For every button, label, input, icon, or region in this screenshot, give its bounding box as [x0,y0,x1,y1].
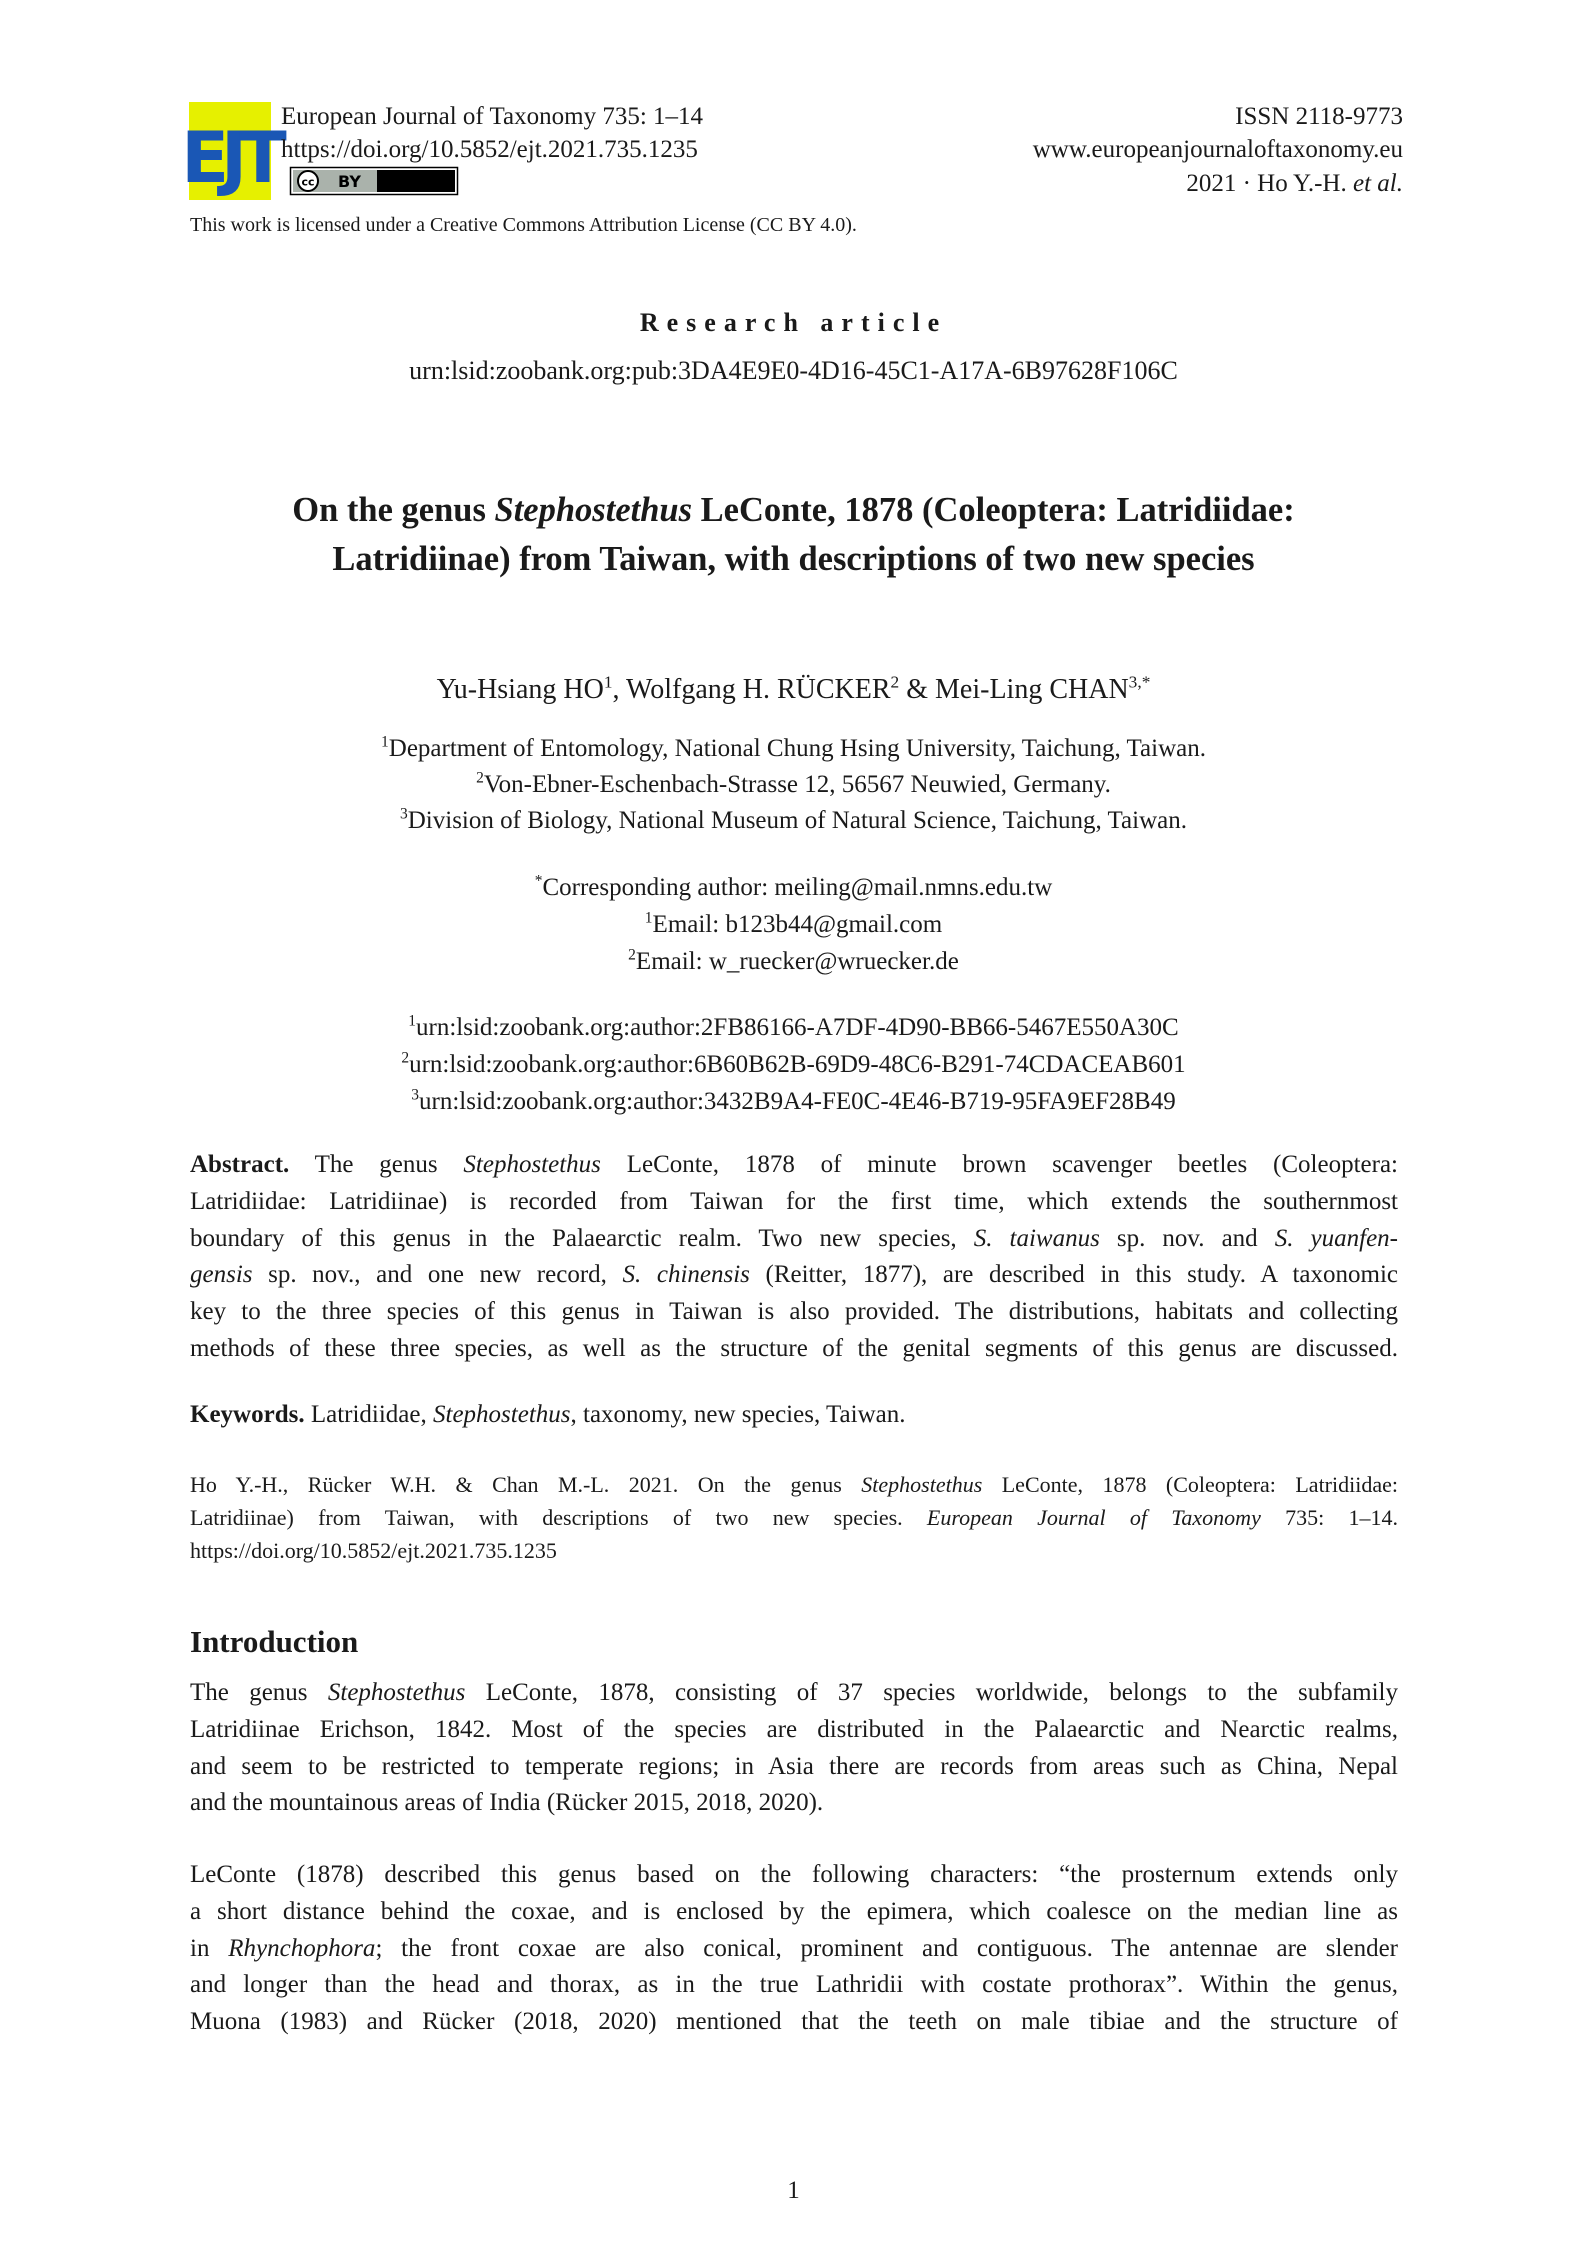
article-title: On the genus Stephostethus LeConte, 1878 (Coleoptera: Latridiidae: Latridiinae) from Taiwan, with descriptions of two new species [292,491,1295,578]
et-al: et al. [1353,170,1403,197]
email: $^2$Email: w_ruecker@wruecker.de [628,946,959,975]
author-urn: $^1$urn:lsid:zoobank.org:author:2FB86166-A7DF-4D90-BB66-5467E550A30C [408,1012,1179,1041]
keywords: Keywords. Latridiidae, Stephostethus, taxonomy, new species, Taiwan. [190,1401,906,1428]
logo-text: EJT [181,117,279,199]
affiliation-list [0,731,1587,839]
ejt-logo [181,102,279,200]
keywords-label: Keywords. [190,1401,305,1428]
affiliation: $^1$Department of Entomology, National Chung Hsing University, Taichung, Taiwan. [381,733,1206,762]
author-urn: $^2$urn:lsid:zoobank.org:author:6B60B62B-69D9-48C6-B291-74CDACEAB601 [401,1049,1186,1078]
author-2: Wolfgang H. RÜCKER [626,674,891,705]
page-number: 1 [787,2177,800,2204]
abstract: Abstract. The genus Stephostethus LeConte, 1878 of minute brown scavenger beetles (Coleoptera: Latridiidae: Latridiinae) is recorded from Taiwan for the first time, which extends the southernmost boundary of this genus in the Palaearctic realm. Two new species, S. taiwanus sp. nov. and S. yuanfen- gensis sp. nov., and one new record, S. chinensis (Reitter, 1877), are described in this study. A taxonomic key to the three species of this genus in Taiwan is also provided. The distributions, habitats and collecting methods of these three species, as well as the structure of the genital segments of this genus are discussed. [190,1151,1398,1362]
section-heading-introduction: Introduction [190,1624,359,1659]
journal-name: European Journal of Taxonomy 735: 1–14 [281,103,704,130]
abstract-label: Abstract. [190,1151,290,1178]
year-authors: 2021 · Ho Y.-H. et al. [1186,170,1403,197]
corresponding-author: *Corresponding author: meiling@mail.nmns.edu.tw [534,872,1053,901]
journal-website[interactable]: www.europeanjournaloftaxonomy.eu [1032,136,1403,163]
email: $^1$Email: b123b44@gmail.com [644,909,943,938]
svg-text:BY: BY [338,172,361,191]
svg-text:cc: cc [301,175,315,189]
issn: ISSN 2118-9773 [1235,103,1403,130]
article-urn: urn:lsid:zoobank.org:pub:3DA4E9E0-4D16-45C1-A17A-6B97628F106C [409,356,1178,385]
author-urn-list [0,1009,1587,1120]
author-3: Mei-Ling CHAN [935,674,1129,705]
citation: Ho Y.-H., Rücker W.H. & Chan M.-L. 2021. On the genus Stephostethus LeConte, 1878 (Coleoptera: Latridiidae: Latridiinae) from Taiwan, with descriptions of two new species. European Journal of Taxonomy 735: 1–14. https://doi.org/10.5852/ejt.2021.735.1235 [190,1468,1398,1567]
article-type: Research article [639,308,948,337]
cc-by-badge[interactable] [290,167,458,195]
affiliation: $^2$Von-Ebner-Eschenbach-Strasse 12, 56567 Neuwied, Germany. [476,769,1111,798]
author-list: Yu-Hsiang $HO^1$, Wolfgang H. RÜCKER$^2$ & Mei-Ling $CHAN^{3,*}$ [436,672,1151,705]
author-urn: $^3$urn:lsid:zoobank.org:author:3432B9A4-FE0C-4E46-B719-95FA9EF28B49 [411,1086,1176,1115]
affiliation: $^3$Division of Biology, National Museum of Natural Science, Taichung, Taiwan. [400,805,1187,834]
contact-list [0,869,1587,980]
license-text: This work is licensed under a Creative Commons Attribution License (CC BY 4.0). [190,214,857,236]
citation-doi: https://doi.org/10.5852/ejt.2021.735.1235 [190,1538,557,1563]
author-1: Yu-Hsiang HO [436,674,604,705]
doi-link[interactable]: https://doi.org/10.5852/ejt.2021.735.1235 [281,136,698,163]
intro-paragraph-2: LeConte (1878) described this genus based on the following characters: “the prosternum extends only a short distance behind the coxae, and is enclosed by the epimera, which coalesce on the median line as in Rhynchophora; the front coxae are also conical, prominent and contiguous. The antennae are slender and longer than the head and thorax, as in the true Lathridii with costate prothorax”. Within the genus, Muona (1983) and Rücker (2018, 2020) mentioned that the teeth on male tibiae and the structure of [190,1861,1398,2036]
intro-paragraph-1: The genus Stephostethus LeConte, 1878, consisting of 37 species worldwide, belongs to the subfamily Latridiinae Erichson, 1842. Most of the species are distributed in the Palaearctic and Nearctic realms, and seem to be restricted to temperate regions; in Asia there are records from areas such as China, Nepal and the mountainous areas of India (Rücker 2015, 2018, 2020). [190,1679,1398,1817]
